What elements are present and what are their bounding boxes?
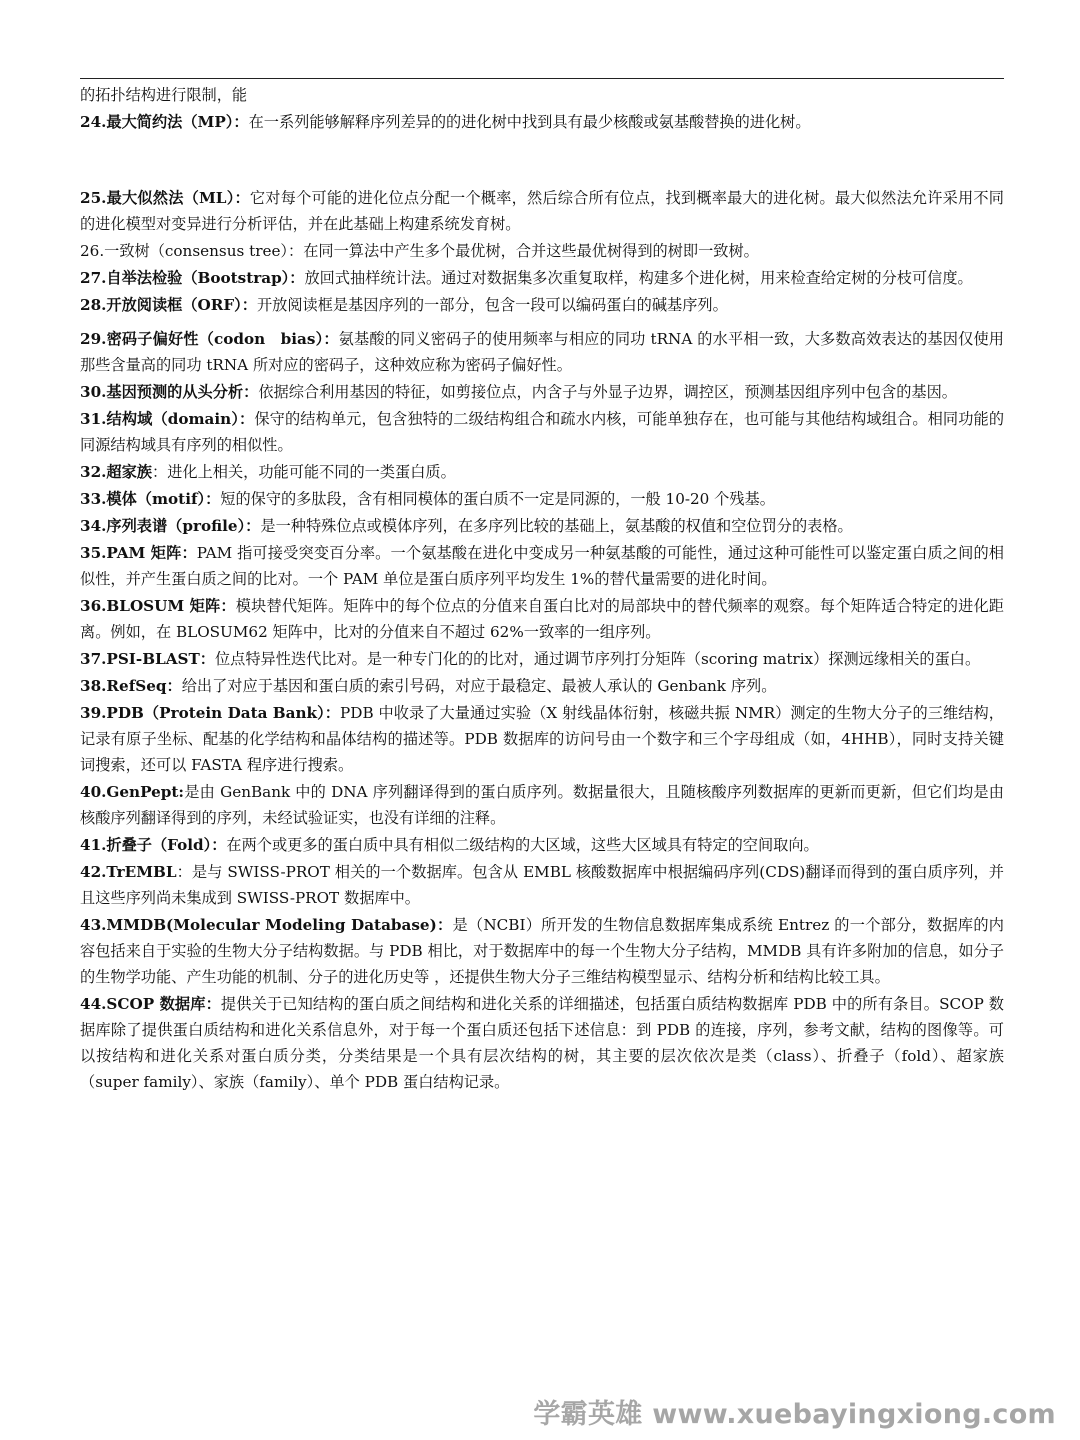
entry-term: 29.密码子偏好性（codon bias）： bbox=[80, 330, 339, 348]
entry-text: 依据综合利用基因的特征，如剪接位点，内含子与外显子边界，调控区，预测基因组序列中包含的基因。 bbox=[258, 383, 957, 401]
entry-term: 34.序列表谱（profile）： bbox=[80, 517, 261, 535]
entry-term: 43.MMDB(Molecular Modeling Database)： bbox=[80, 916, 453, 934]
entry-31 bbox=[80, 406, 1004, 458]
entry-42 bbox=[80, 859, 1004, 911]
entry-36 bbox=[80, 593, 1004, 645]
entry-27 bbox=[80, 265, 1004, 291]
entry-25 bbox=[80, 185, 1004, 237]
entry-text: 它对每个可能的进化位点分配一个概率，然后综合所有位点，找到概率最大的进化树。最大似然法允许采用不同的进化模型对变异进行分析评估，并在此基础上构建系统发育树。 bbox=[80, 189, 1004, 233]
entry-term: 32.超家族 bbox=[80, 463, 152, 481]
entry-text: 模块替代矩阵。矩阵中的每个位点的分值来自蛋白比对的局部块中的替代频率的观察。每个矩阵适合特定的进化距离。例如，在 BLOSUM62 矩阵中，比对的分值来自不超过 62%一致率的一组序列。 bbox=[80, 597, 1004, 641]
entry-term: 42.TrEMBL bbox=[80, 863, 177, 881]
entry-28 bbox=[80, 292, 1004, 318]
entry-term: 33.模体（motif）： bbox=[80, 490, 221, 508]
entry-term: 27.自举法检验（Bootstrap）： bbox=[80, 269, 305, 287]
entry-text: 给出了对应于基因和蛋白质的索引号码，对应于最稳定、最被人承认的 Genbank 序列。 bbox=[181, 677, 777, 695]
entry-term: 35.PAM 矩阵： bbox=[80, 544, 197, 562]
entry-term: 44.SCOP 数据库： bbox=[80, 995, 221, 1013]
entry-37 bbox=[80, 646, 1004, 672]
entry-term: 30.基因预测的从头分析： bbox=[80, 383, 259, 401]
entry-40 bbox=[80, 779, 1004, 831]
entry-33 bbox=[80, 486, 1004, 512]
entry-text: 在一系列能够解释序列差异的的进化树中找到具有最少核酸或氨基酸替换的进化树。 bbox=[248, 113, 811, 131]
entry-34 bbox=[80, 513, 1004, 539]
entry-term: 24.最大简约法（MP）： bbox=[80, 113, 249, 131]
entry-35 bbox=[80, 540, 1004, 592]
entry-38 bbox=[80, 673, 1004, 699]
entry-43 bbox=[80, 912, 1004, 990]
entry-text: PAM 指可接受突变百分率。一个氨基酸在进化中变成另一种氨基酸的可能性，通过这种可能性可以鉴定蛋白质之间的相似性，并产生蛋白质之间的比对。一个 PAM 单位是蛋白质序列平均发生 1%的替代量需要的进化时间。 bbox=[80, 544, 1004, 588]
entry-text: 保守的结构单元，包含独特的二级结构组合和疏水内核，可能单独存在，也可能与其他结构域组合。相同功能的同源结构域具有序列的相似性。 bbox=[80, 410, 1005, 454]
entry-text: ：是与 SWISS-PROT 相关的一个数据库。包含从 EMBL 核酸数据库中根据编码序列(CDS)翻译而得到的蛋白质序列，并且这些序列尚未集成到 SWISS-PROT 数据库中。 bbox=[80, 863, 1004, 907]
entry-text: 是一种特殊位点或模体序列，在多序列比较的基础上，氨基酸的权值和空位罚分的表格。 bbox=[260, 517, 853, 535]
entry-text: 位点特异性迭代比对。是一种专门化的的比对，通过调节序列打分矩阵（scoring matrix）探测远缘相关的蛋白。 bbox=[214, 650, 981, 668]
entry-term: 26.一致树（consensus tree）： bbox=[80, 242, 304, 260]
entry-text: 氨基酸的同义密码子的使用频率与相应的同功 tRNA 的水平相一致，大多数高效表达的基因仅使用那些含量高的同功 tRNA 所对应的密码子，这种效应称为密码子偏好性。 bbox=[80, 330, 1004, 374]
entry-39 bbox=[80, 700, 1004, 778]
entry-term: 31.结构域（domain）： bbox=[80, 410, 255, 428]
entry-term: 25.最大似然法（ML）： bbox=[80, 189, 250, 207]
entry-term: 37.PSI-BLAST： bbox=[80, 650, 215, 668]
entry-24 bbox=[80, 109, 1004, 135]
continuation-line: 的拓扑结构进行限制，能 bbox=[80, 86, 248, 104]
entry-26 bbox=[80, 238, 1004, 264]
entry-32 bbox=[80, 459, 1004, 485]
entry-term: 39.PDB（Protein Data Bank）： bbox=[80, 704, 341, 722]
entry-text: 是由 GenBank 中的 DNA 序列翻译得到的蛋白质序列。数据量很大，且随核酸序列数据库的更新而更新，但它们均是由核酸序列翻译得到的序列，未经试验证实，也没有详细的注释。 bbox=[80, 783, 1004, 827]
entry-text: 在两个或更多的蛋白质中具有相似二级结构的大区域，这些大区域具有特定的空间取向。 bbox=[226, 836, 819, 854]
entry-text: 是（NCBI）所开发的生物信息数据库集成系统 Entrez 的一个部分，数据库的内容包括来自于实验的生物大分子结构数据。与 PDB 相比，对于数据库中的每一个生物大分子结构，MMDB 具有许多附加的信息，如分子的生物学功能、产生功能的机制、分子的进化历史等 ，还提供生物大分子三维结构模型显示、结构分析和结构比较工具。 bbox=[80, 916, 1004, 986]
entry-41 bbox=[80, 832, 1004, 858]
document-body bbox=[80, 82, 1004, 1096]
entry-text: 提供关于已知结构的蛋白质之间结构和进化关系的详细描述，包括蛋白质结构数据库 PDB 中的所有条目。SCOP 数据库除了提供蛋白质结构和进化关系信息外，对于每一个蛋白质还包括下述信息：到 PDB 的连接，序列，参考文献，结构的图像等。可以按结构和进化关系对蛋白质分类，分类结果是一个具有层次结构的树，其主要的层次依次是类（class）、折叠子（fold）、超家族（super family）、家族（family）、单个 PDB 蛋白结构记录。 bbox=[80, 995, 1004, 1091]
entry-term: 28.开放阅读框（ORF）： bbox=[80, 296, 257, 314]
entry-text: ：进化上相关，功能可能不同的一类蛋白质。 bbox=[152, 463, 456, 481]
entry-text: 放回式抽样统计法。通过对数据集多次重复取样，构建多个进化树，用来检查给定树的分枝可信度。 bbox=[304, 269, 973, 287]
entry-term: 38.RefSeq： bbox=[80, 677, 182, 695]
entry-text: PDB 中收录了大量通过实验（X 射线晶体衍射，核磁共振 NMR）测定的生物大分子的三维结构，记录有原子坐标、配基的化学结构和晶体结构的描述等。PDB 数据库的访问号由一个数字和三个字母组成（如，4HHB），同时支持关键词搜索，还可以 FASTA 程序进行搜索。 bbox=[80, 704, 1004, 774]
entry-29 bbox=[80, 326, 1004, 378]
header-rule bbox=[80, 78, 1004, 79]
entry-term: 40.GenPept: bbox=[80, 783, 185, 801]
entry-30 bbox=[80, 379, 1004, 405]
entry-term: 41.折叠子（Fold）： bbox=[80, 836, 227, 854]
entry-text: 短的保守的多肽段，含有相同模体的蛋白质不一定是同源的，一般 10-20 个残基。 bbox=[220, 490, 775, 508]
entry-text: 开放阅读框是基因序列的一部分，包含一段可以编码蛋白的碱基序列。 bbox=[256, 296, 728, 314]
entry-term: 36.BLOSUM 矩阵： bbox=[80, 597, 236, 615]
entry-44 bbox=[80, 991, 1004, 1095]
site-watermark: 学霸英雄 www.xuebayingxiong.com bbox=[533, 1399, 1056, 1430]
entry-text: 在同一算法中产生多个最优树，合并这些最优树得到的树即一致树。 bbox=[303, 242, 759, 260]
